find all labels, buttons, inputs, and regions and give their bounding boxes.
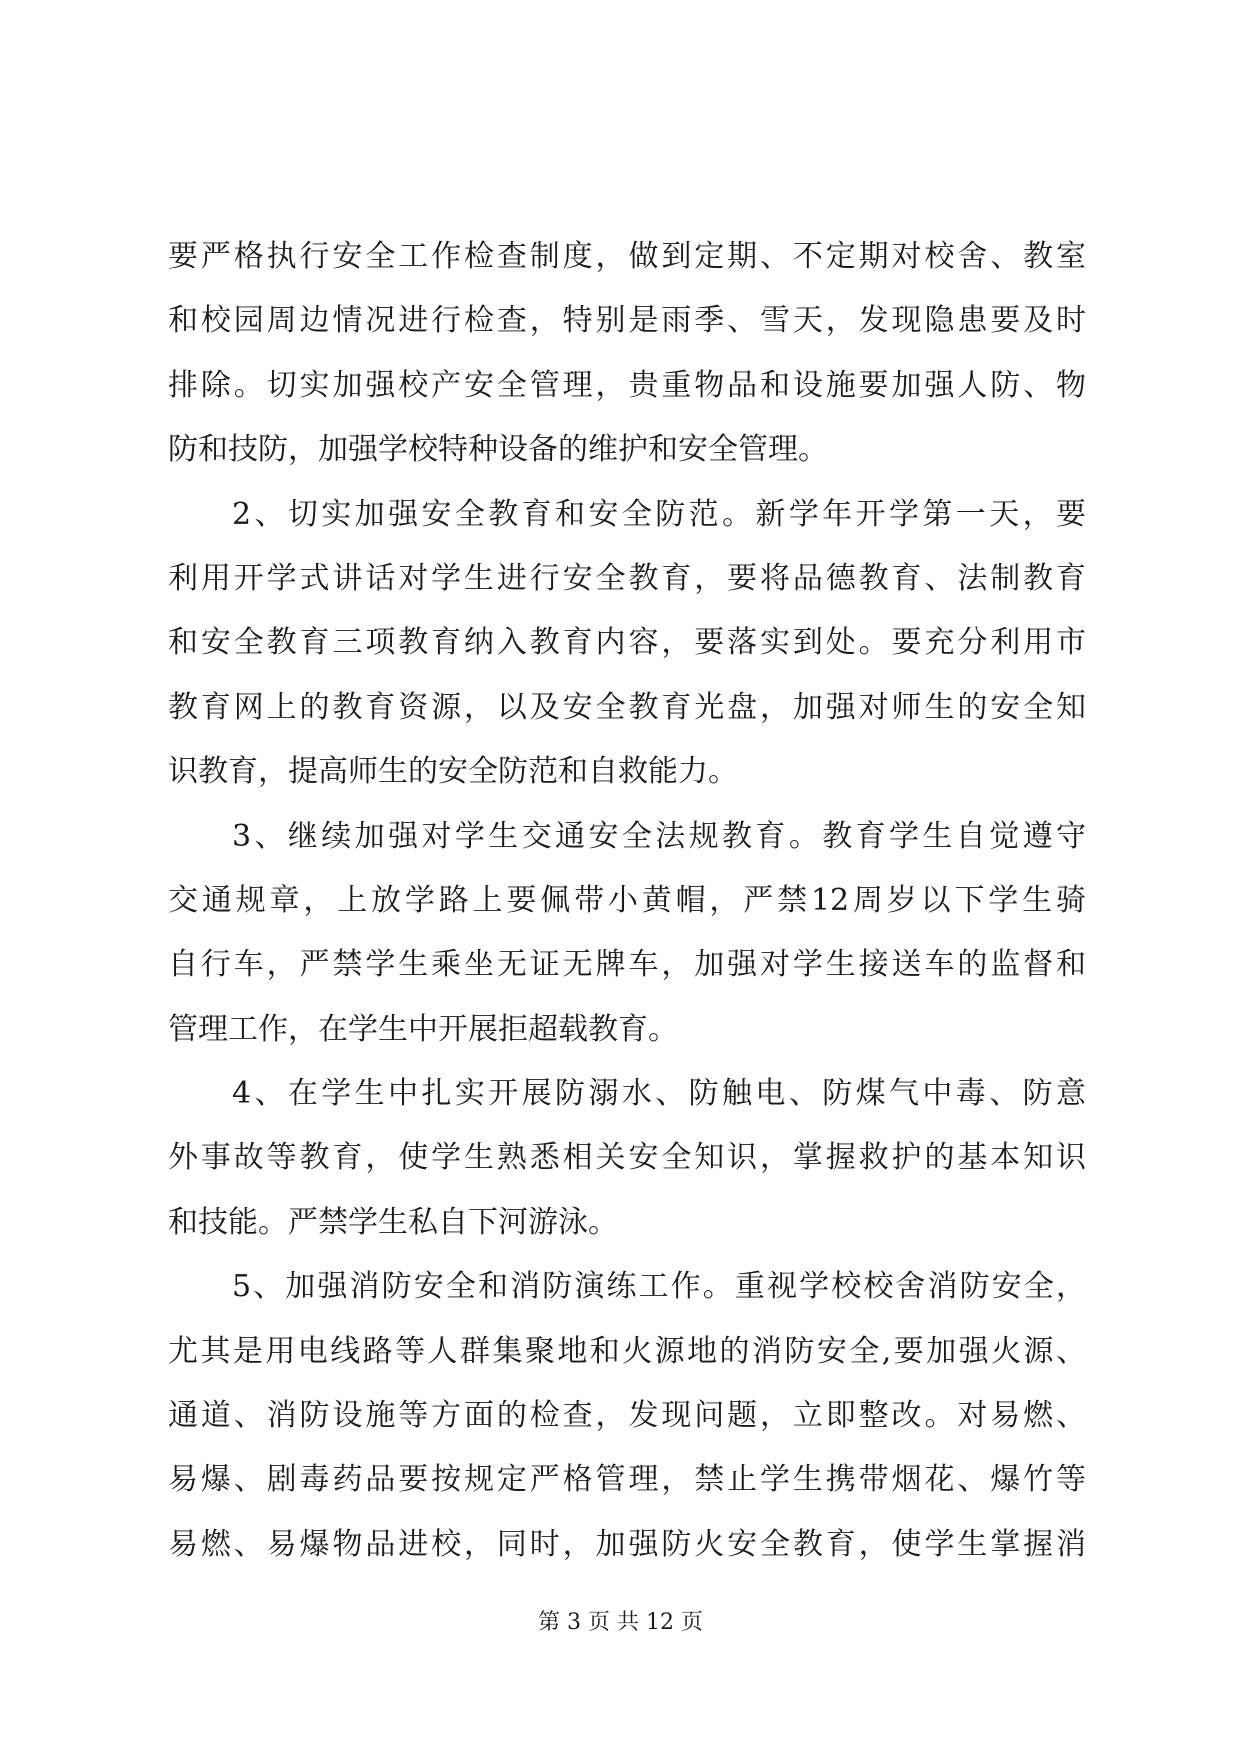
text-line: 通道、消防设施等方面的检查，发现问题，立即整改。对易燃、 (168, 1398, 1086, 1434)
text-line: 教育网上的教育资源，以及安全教育光盘，加强对师生的安全知 (168, 689, 1086, 725)
document-body (168, 225, 1086, 1577)
text-line: 和技能。严禁学生私自下河游泳。 (168, 1204, 618, 1240)
text-line: 4、在学生中扎实开展防溺水、防触电、防煤气中毒、防意 (232, 1076, 1086, 1112)
text-line: 识教育，提高师生的安全防范和自救能力。 (168, 754, 738, 790)
text-line: 3、继续加强对学生交通安全法规教育。教育学生自觉遵守 (232, 818, 1086, 854)
page-footer: 第 3 页 共 12 页 (538, 1610, 703, 1635)
text-line: 利用开学式讲话对学生进行安全教育，要将品德教育、法制教育 (168, 560, 1086, 596)
text-line: 排除。切实加强校产安全管理，贵重物品和设施要加强人防、物 (168, 367, 1086, 403)
text-line: 自行车，严禁学生乘坐无证无牌车，加强对学生接送车的监督和 (168, 947, 1086, 983)
text-line: 管理工作，在学生中开展拒超载教育。 (168, 1011, 678, 1047)
text-line: 2、切实加强安全教育和安全防范。新学年开学第一天，要 (232, 496, 1086, 532)
text-line: 易燃、易爆物品进校，同时，加强防火安全教育，使学生掌握消 (168, 1526, 1086, 1562)
text-line: 交通规章，上放学路上要佩带小黄帽，严禁12周岁以下学生骑 (168, 882, 1086, 918)
text-line: 和校园周边情况进行检查，特别是雨季、雪天，发现隐患要及时 (168, 303, 1086, 339)
text-line: 外事故等教育，使学生熟悉相关安全知识，掌握救护的基本知识 (168, 1140, 1086, 1176)
text-line: 要严格执行安全工作检查制度，做到定期、不定期对校舍、教室 (168, 239, 1086, 274)
text-line: 和安全教育三项教育纳入教育内容，要落实到处。要充分利用市 (168, 625, 1086, 661)
text-line: 5、加强消防安全和消防演练工作。重视学校校舍消防安全， (232, 1269, 1086, 1305)
text-line: 防和技防，加强学校特种设备的维护和安全管理。 (168, 432, 828, 468)
text-line: 尤其是用电线路等人群集聚地和火源地的消防安全,要加强火源、 (168, 1333, 1086, 1369)
text-line: 易爆、剧毒药品要按规定严格管理，禁止学生携带烟花、爆竹等 (168, 1462, 1086, 1498)
